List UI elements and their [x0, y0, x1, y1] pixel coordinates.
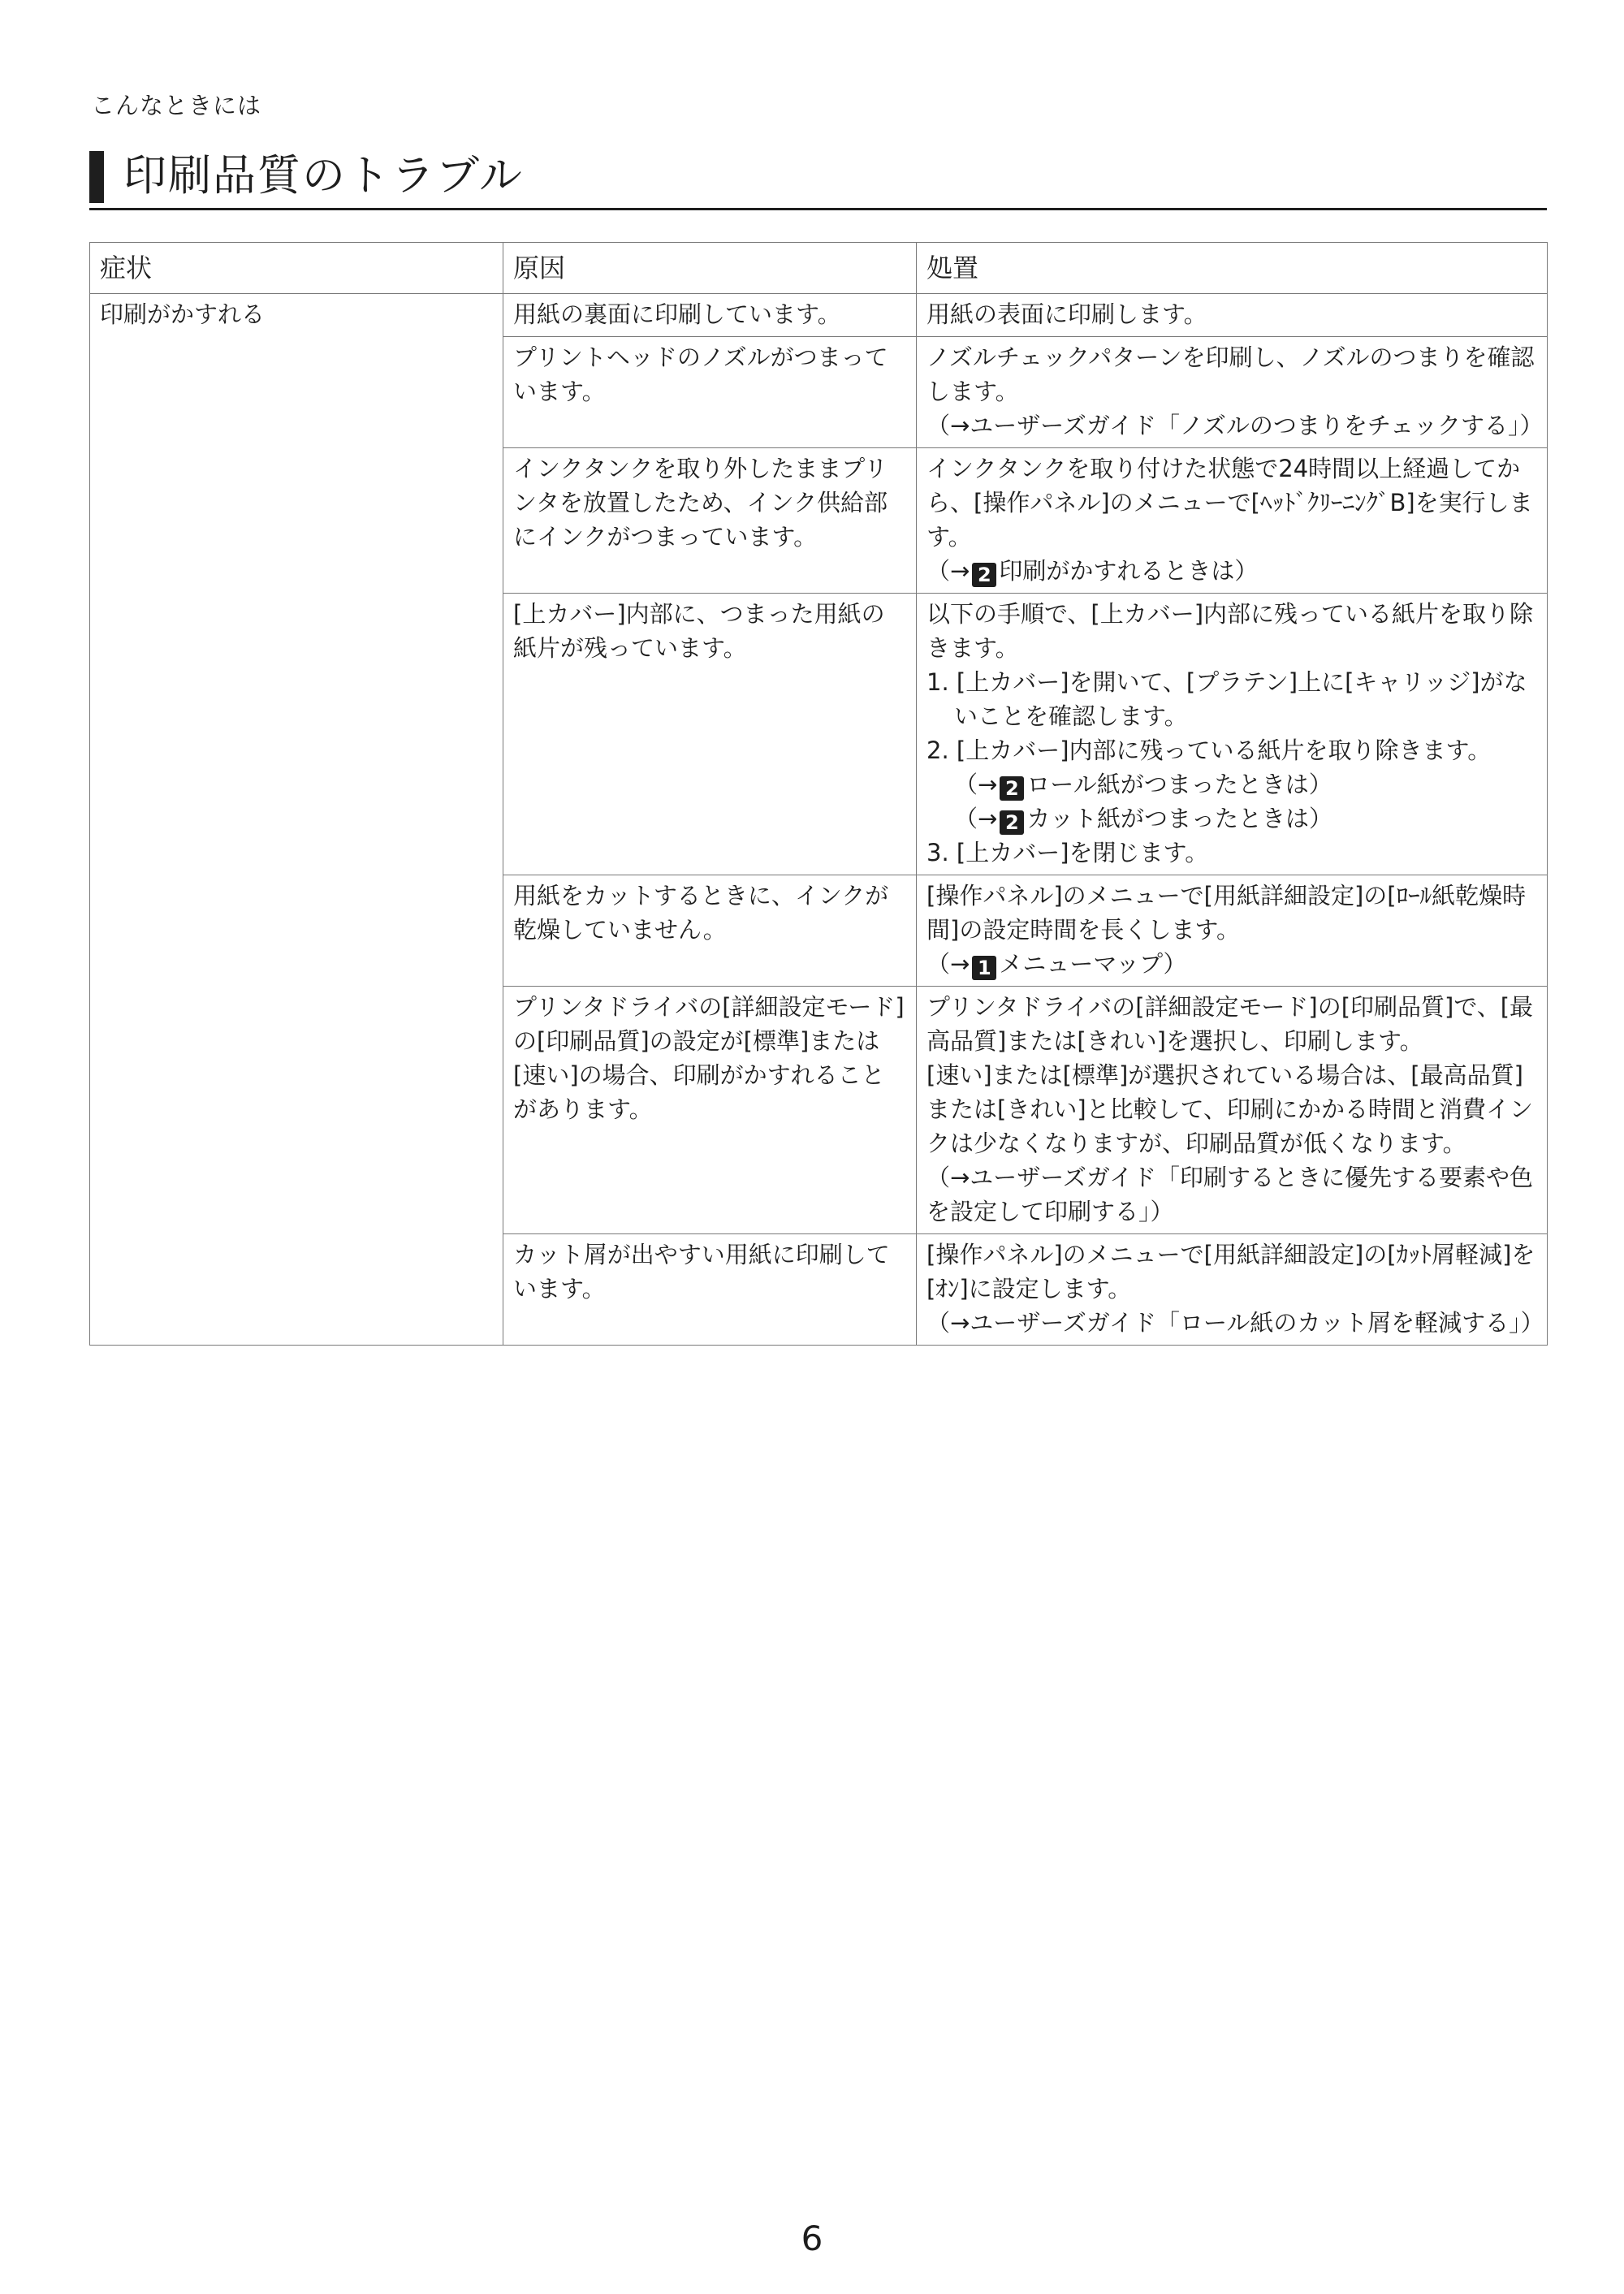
remedy-cell: [917, 1234, 1548, 1346]
symptom-cell: 印刷がかすれる: [90, 294, 503, 1346]
remedy-cell: [917, 875, 1548, 987]
remedy-text: インクタンクを取り付けた状態で24時間以上経過してから、[操作パネル]のメニューで[ﾍｯﾄﾞｸﾘｰﾆﾝｸﾞB]を実行します。: [926, 455, 1533, 551]
cause-cell: プリンタドライバの[詳細設定モード]の[印刷品質]の設定が[標準]または[速い]の場合、印刷がかすれることがあります。: [503, 987, 917, 1234]
chapter-badge: 2: [972, 563, 996, 587]
cause-cell: [上カバー]内部に、つまった用紙の紙片が残っています。: [503, 594, 917, 875]
remedy-cell: [917, 337, 1548, 448]
header-symptom: 症状: [90, 243, 503, 294]
cross-reference: [926, 554, 1537, 588]
page-number: 6: [801, 2218, 823, 2258]
ref-text: カット紙がつまったときは）: [1026, 805, 1333, 832]
ref-prefix: （→: [926, 950, 970, 978]
remedy-text: プリンタドライバの[詳細設定モード]の[印刷品質]で、[最高品質]または[きれい]を選択し、印刷します。: [926, 993, 1534, 1055]
remedy-text: [操作パネル]のメニューで[用紙詳細設定]の[ﾛｰﾙ紙乾燥時間]の設定時間を長くします。: [926, 882, 1527, 944]
remedy-cell: [917, 987, 1548, 1234]
chapter-badge: 2: [1000, 776, 1024, 801]
table-header-row: [90, 243, 1548, 294]
cross-reference: [926, 767, 1537, 801]
remedy-text: ノズルチェックパターンを印刷し、ノズルのつまりを確認します。: [926, 343, 1535, 405]
ref-prefix: （→: [954, 805, 998, 832]
remedy-text: 以下の手順で、[上カバー]内部に残っている紙片を取り除きます。: [926, 600, 1534, 662]
cause-cell: プリントヘッドのノズルがつまっています。: [503, 337, 917, 448]
remedy-text: [速い]または[標準]が選択されている場合は、[最高品質]または[きれい]と比較して、印刷にかかる時間と消費インクは少なくなりますが、印刷品質が低くなります。: [926, 1061, 1534, 1157]
remedy-text: [操作パネル]のメニューで[用紙詳細設定]の[ｶｯﾄ屑軽減]を[ｵﾝ]に設定します。: [926, 1241, 1535, 1303]
remedy-cell: [917, 594, 1548, 875]
procedure-step: 1. [上カバー]を開いて、[プラテン]上に[キャリッジ]がないことを確認します。: [926, 668, 1527, 730]
remedy-cell: [917, 294, 1548, 337]
ref-text: メニューマップ）: [999, 950, 1187, 978]
page-title: 印刷品質のトラブル: [123, 151, 524, 201]
cause-cell: インクタンクを取り外したままプリンタを放置したため、インク供給部にインクがつまっています。: [503, 448, 917, 594]
procedure-step: 2. [上カバー]内部に残っている紙片を取り除きます。: [926, 737, 1492, 764]
running-head: こんなときには: [91, 92, 262, 119]
section-heading: [89, 148, 1547, 210]
reference-text: （→ユーザーズガイド「印刷するときに優先する要素や色を設定して印刷する」）: [926, 1164, 1533, 1225]
cross-reference: [926, 947, 1537, 981]
troubleshooting-table: [89, 242, 1548, 1346]
header-cause: 原因: [503, 243, 917, 294]
remedy-cell: [917, 448, 1548, 594]
header-remedy: 処置: [917, 243, 1548, 294]
ref-prefix: （→: [954, 771, 998, 798]
remedy-text: 用紙の表面に印刷します。: [926, 300, 1207, 328]
ref-prefix: （→: [926, 557, 970, 585]
table-row: [90, 294, 1548, 337]
cause-cell: 用紙をカットするときに、インクが乾燥していません。: [503, 875, 917, 987]
ref-text: ロール紙がつまったときは）: [1026, 771, 1332, 798]
reference-text: （→ユーザーズガイド「ノズルのつまりをチェックする」）: [926, 412, 1544, 439]
cause-cell: カット屑が出やすい用紙に印刷しています。: [503, 1234, 917, 1346]
chapter-badge: 1: [972, 956, 996, 980]
chapter-badge: 2: [1000, 810, 1024, 835]
cause-cell: 用紙の裏面に印刷しています。: [503, 294, 917, 337]
cross-reference: [926, 801, 1537, 836]
heading-bar-marker: [89, 151, 104, 203]
procedure-step: 3. [上カバー]を閉じます。: [926, 839, 1209, 866]
reference-text: （→ユーザーズガイド「ロール紙のカット屑を軽減する」）: [926, 1309, 1544, 1337]
ref-text: 印刷がかすれるときは）: [999, 557, 1259, 585]
